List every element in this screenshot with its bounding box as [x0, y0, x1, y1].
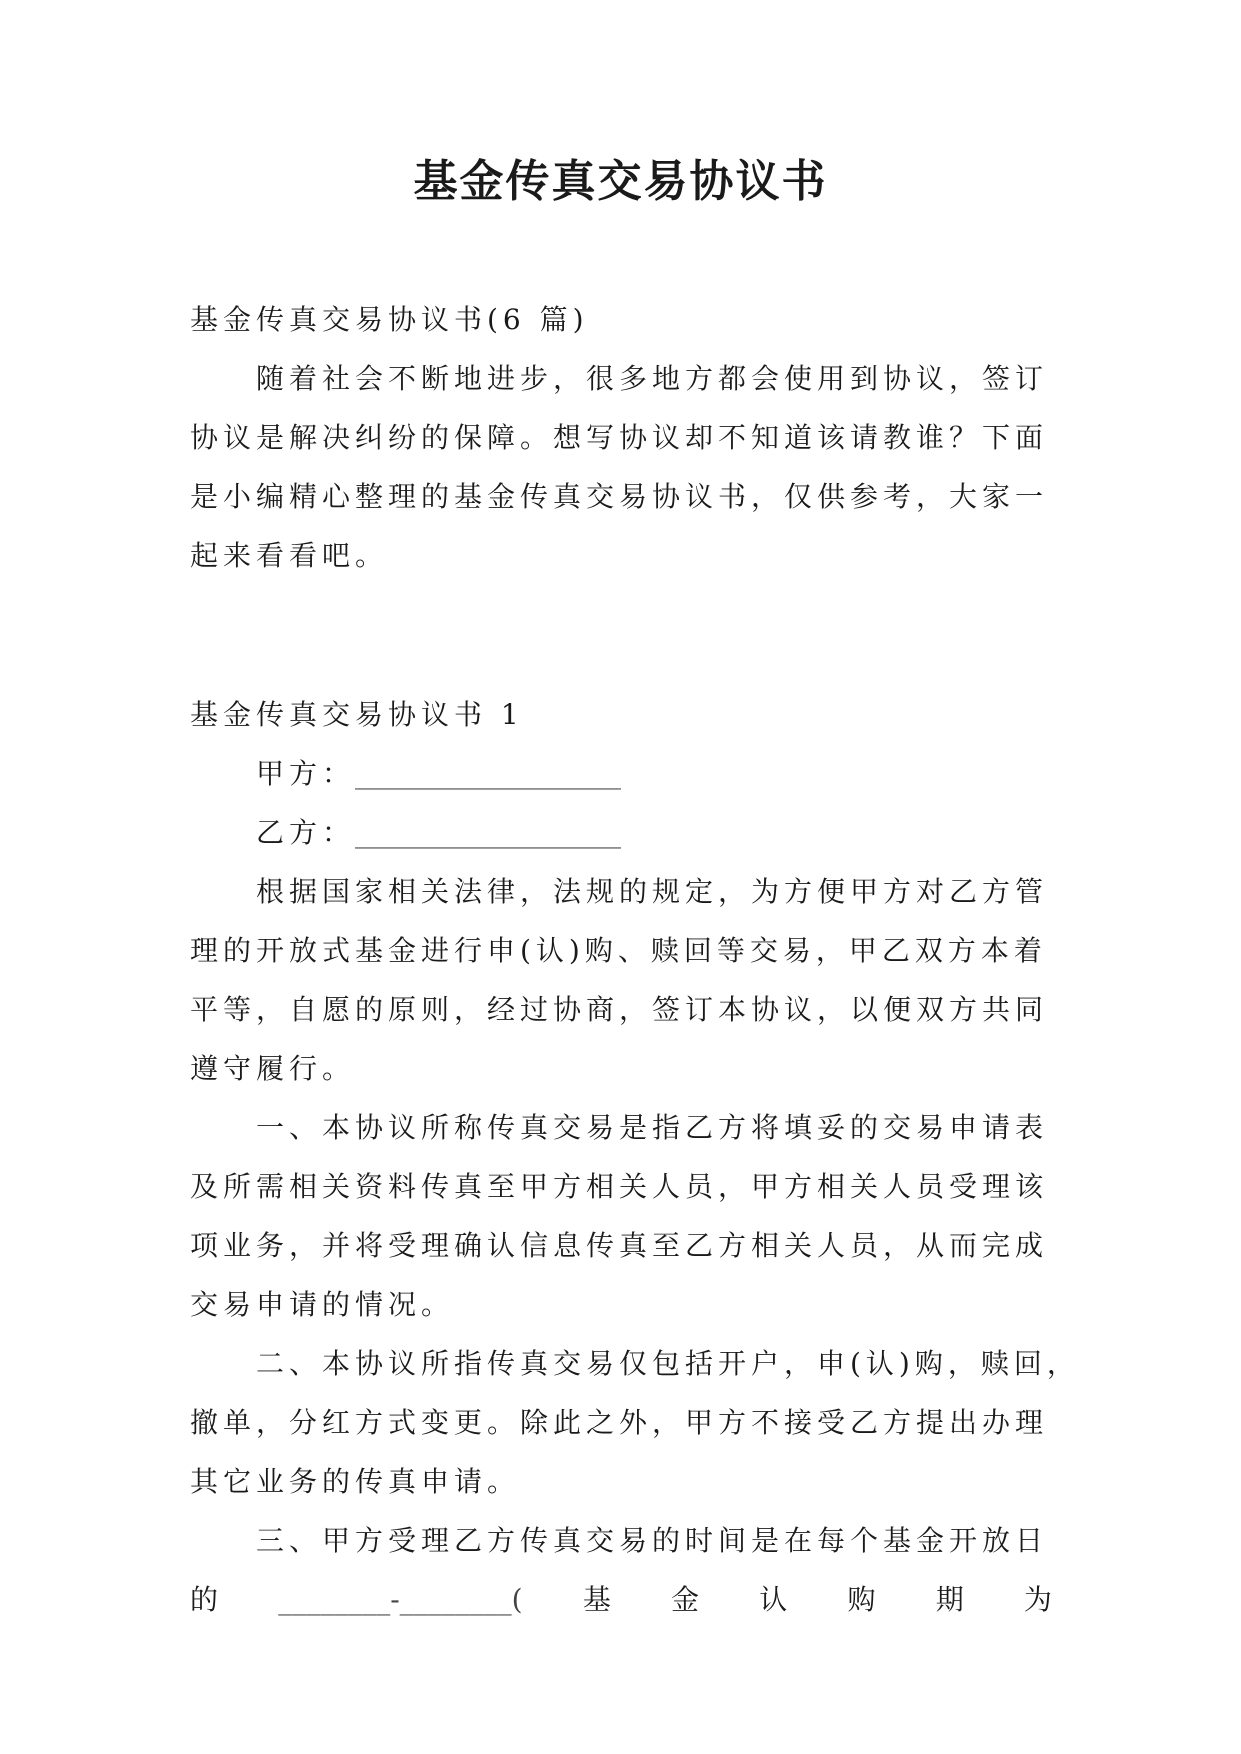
text-fragment: 认 [759, 1583, 788, 1616]
paragraph-line: 根据国家相关法律，法规的规定，为方便甲方对乙方管 [256, 875, 1049, 908]
document-subtitle: 基金传真交易协议书(6 篇) [190, 303, 589, 336]
paragraph-line-justified [190, 1570, 1052, 1629]
paragraph-line: 协议是解决纠纷的保障。想写协议却不知道该请教谁？下面 [190, 421, 1049, 454]
document-body [190, 290, 1080, 1629]
paragraph-line: 项业务，并将受理确认信息传真至乙方相关人员，从而完成 [190, 1229, 1049, 1262]
text-fragment: 为 [1023, 1583, 1052, 1616]
paragraph-line: 二、本协议所指传真交易仅包括开户，申(认)购，赎回， [256, 1347, 1080, 1380]
party-b-label: 乙方： [256, 816, 356, 849]
paragraph-line: 及所需相关资料传真至甲方相关人员，甲方相关人员受理该 [190, 1170, 1049, 1203]
paragraph-line: 是小编精心整理的基金传真交易协议书，仅供参考，大家一 [190, 480, 1049, 513]
paragraph-line: 交易申请的情况。 [190, 1288, 455, 1321]
time-range-blank: ________-________( [278, 1583, 523, 1616]
section-spacer [190, 585, 1052, 685]
paragraph-line: 平等，自愿的原则，经过协商，签订本协议，以便双方共同 [190, 993, 1049, 1026]
paragraph-line: 理的开放式基金进行申(认)购、赎回等交易，甲乙双方本着 [190, 934, 1047, 967]
paragraph-basis [190, 862, 1052, 1098]
paragraph-clause-1 [190, 1098, 1052, 1334]
paragraph-line: 其它业务的传真申请。 [190, 1465, 521, 1498]
party-a-blank: ___________________ [355, 757, 622, 790]
paragraph-line: 随着社会不断地进步，很多地方都会使用到协议，签订 [256, 362, 1049, 395]
text-fragment: 金 [671, 1583, 700, 1616]
text-fragment: 期 [935, 1583, 964, 1616]
text-fragment: 基 [582, 1583, 611, 1616]
party-b-blank: ___________________ [355, 816, 622, 849]
paragraph-line: 一、本协议所称传真交易是指乙方将填妥的交易申请表 [256, 1111, 1049, 1144]
paragraph-clause-2 [190, 1334, 1080, 1511]
party-b-line [190, 803, 1052, 862]
text-fragment: 的 [190, 1583, 219, 1616]
paragraph-line: 撤单，分红方式变更。除此之外，甲方不接受乙方提出办理 [190, 1406, 1049, 1439]
document-title: 基金传真交易协议书 [413, 156, 828, 207]
text-fragment: 购 [847, 1583, 876, 1616]
paragraph-line: 三、甲方受理乙方传真交易的时间是在每个基金开放日 [256, 1524, 1049, 1557]
section-heading: 基金传真交易协议书 1 [190, 698, 524, 731]
party-a-label: 甲方： [256, 757, 356, 790]
paragraph-line: 起来看看吧。 [190, 539, 389, 572]
party-a-line [190, 744, 1052, 803]
paragraph-line: 遵守履行。 [190, 1052, 356, 1085]
paragraph-clause-3 [190, 1511, 1052, 1629]
intro-paragraph [190, 349, 1052, 585]
